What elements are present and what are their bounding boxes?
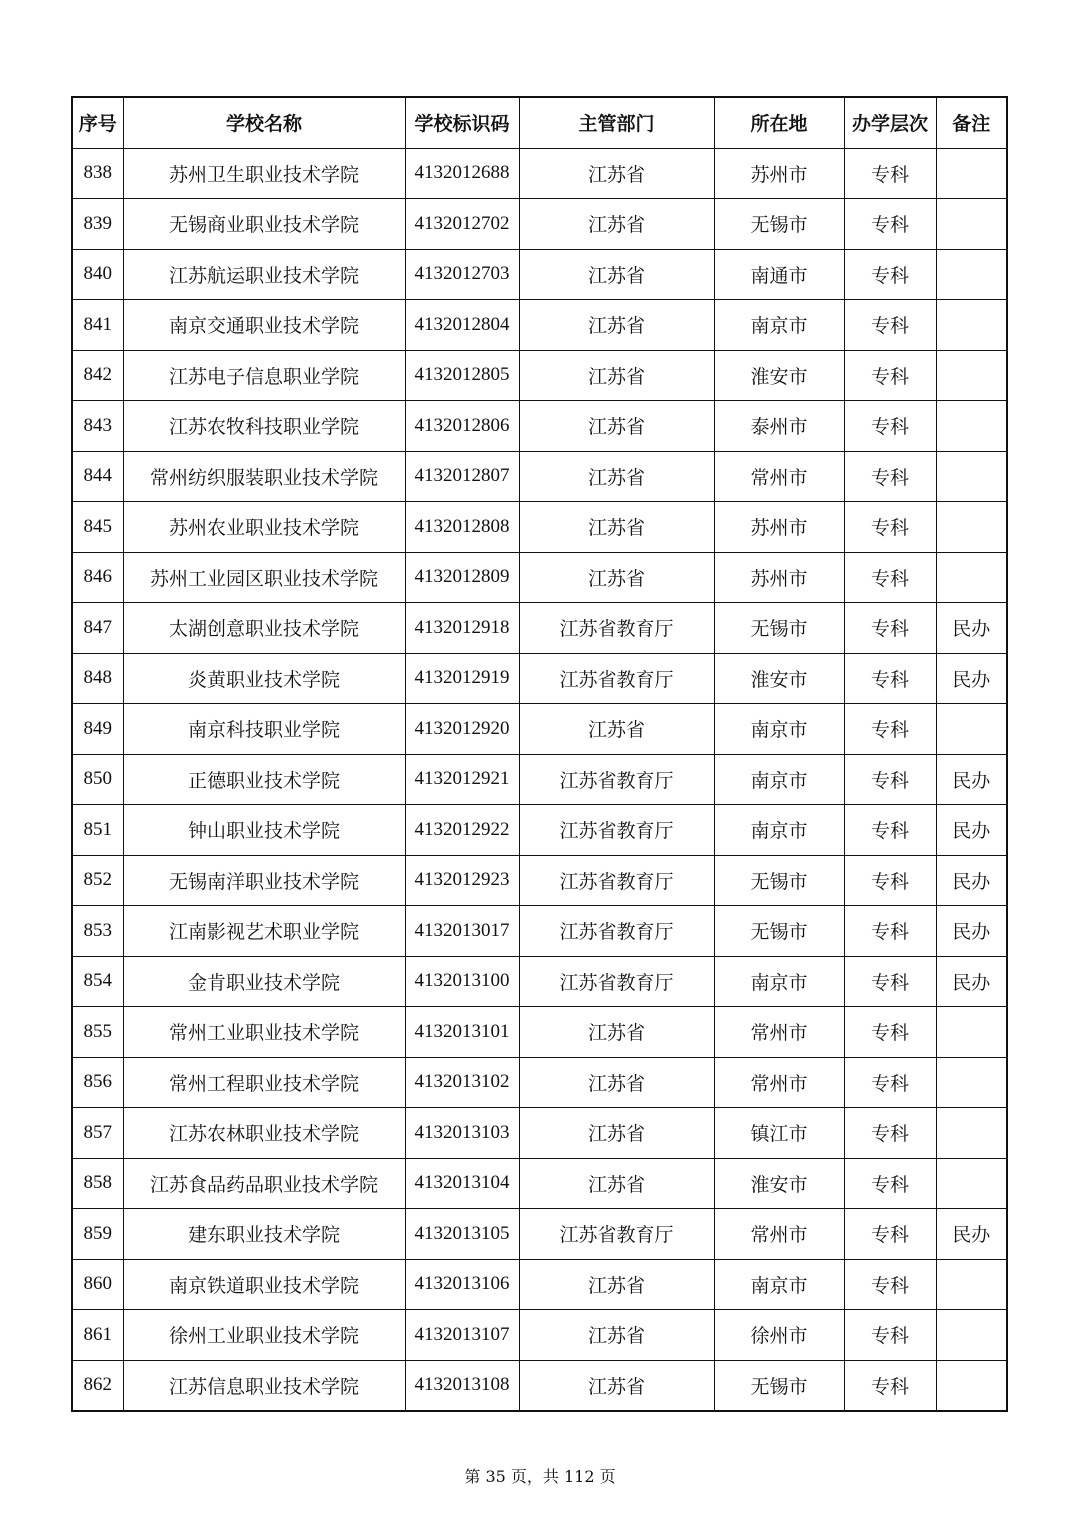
cell-index: 861 [72,1310,123,1361]
cell-level: 专科 [844,552,936,603]
cell-school-name: 常州工业职业技术学院 [123,1007,405,1058]
cell-note: 民办 [936,603,1007,654]
table-row [72,401,1007,452]
cell-location: 常州市 [714,1007,844,1058]
cell-department: 江苏省教育厅 [519,603,714,654]
table-row [72,855,1007,906]
table-row [72,1057,1007,1108]
cell-school-name: 太湖创意职业技术学院 [123,603,405,654]
cell-level: 专科 [844,148,936,199]
cell-note: 民办 [936,653,1007,704]
cell-note [936,1108,1007,1159]
cell-location: 常州市 [714,451,844,502]
table-row [72,1007,1007,1058]
cell-index: 840 [72,249,123,300]
cell-level: 专科 [844,1108,936,1159]
cell-index: 860 [72,1259,123,1310]
cell-school-name: 江苏食品药品职业技术学院 [123,1158,405,1209]
header-code: 学校标识码 [405,97,519,148]
cell-school-code: 4132012921 [405,754,519,805]
cell-level: 专科 [844,956,936,1007]
cell-index: 845 [72,502,123,553]
cell-department: 江苏省 [519,350,714,401]
cell-note [936,350,1007,401]
table-row [72,249,1007,300]
cell-department: 江苏省 [519,148,714,199]
cell-index: 850 [72,754,123,805]
cell-level: 专科 [844,1209,936,1260]
cell-school-code: 4132013102 [405,1057,519,1108]
cell-department: 江苏省 [519,552,714,603]
table-row [72,956,1007,1007]
table-row [72,300,1007,351]
table-row [72,906,1007,957]
cell-department: 江苏省 [519,1057,714,1108]
cell-school-name: 江南影视艺术职业学院 [123,906,405,957]
cell-department: 江苏省教育厅 [519,855,714,906]
cell-department: 江苏省 [519,1259,714,1310]
cell-index: 841 [72,300,123,351]
cell-school-code: 4132012688 [405,148,519,199]
cell-note: 民办 [936,754,1007,805]
cell-index: 862 [72,1360,123,1411]
cell-location: 无锡市 [714,603,844,654]
cell-school-name: 钟山职业技术学院 [123,805,405,856]
cell-school-name: 南京科技职业学院 [123,704,405,755]
cell-school-code: 4132012920 [405,704,519,755]
cell-school-code: 4132012702 [405,199,519,250]
cell-school-code: 4132013017 [405,906,519,957]
cell-school-name: 炎黄职业技术学院 [123,653,405,704]
cell-note [936,552,1007,603]
cell-department: 江苏省教育厅 [519,805,714,856]
table-row [72,350,1007,401]
schools-table [71,96,1008,1412]
table-row [72,704,1007,755]
cell-index: 842 [72,350,123,401]
cell-department: 江苏省 [519,1108,714,1159]
cell-school-name: 无锡南洋职业技术学院 [123,855,405,906]
cell-index: 851 [72,805,123,856]
cell-location: 南通市 [714,249,844,300]
table-row [72,754,1007,805]
cell-location: 苏州市 [714,502,844,553]
cell-school-name: 江苏电子信息职业学院 [123,350,405,401]
cell-index: 856 [72,1057,123,1108]
cell-department: 江苏省 [519,1310,714,1361]
cell-school-name: 常州纺织服装职业技术学院 [123,451,405,502]
cell-location: 常州市 [714,1209,844,1260]
table-row [72,199,1007,250]
cell-note: 民办 [936,1209,1007,1260]
cell-department: 江苏省 [519,704,714,755]
cell-index: 855 [72,1007,123,1058]
cell-school-code: 4132013107 [405,1310,519,1361]
cell-school-code: 4132012809 [405,552,519,603]
cell-level: 专科 [844,805,936,856]
cell-level: 专科 [844,1158,936,1209]
cell-school-name: 金肯职业技术学院 [123,956,405,1007]
cell-note [936,1057,1007,1108]
cell-school-name: 苏州卫生职业技术学院 [123,148,405,199]
cell-school-code: 4132013106 [405,1259,519,1310]
cell-level: 专科 [844,502,936,553]
cell-school-name: 苏州农业职业技术学院 [123,502,405,553]
cell-index: 852 [72,855,123,906]
cell-index: 859 [72,1209,123,1260]
cell-location: 南京市 [714,956,844,1007]
cell-level: 专科 [844,199,936,250]
cell-school-code: 4132013104 [405,1158,519,1209]
cell-location: 无锡市 [714,199,844,250]
cell-note [936,1310,1007,1361]
cell-level: 专科 [844,754,936,805]
cell-school-code: 4132012806 [405,401,519,452]
cell-location: 徐州市 [714,1310,844,1361]
cell-department: 江苏省教育厅 [519,653,714,704]
cell-department: 江苏省 [519,401,714,452]
cell-note: 民办 [936,906,1007,957]
cell-index: 843 [72,401,123,452]
cell-level: 专科 [844,704,936,755]
cell-note [936,1158,1007,1209]
page-footer: 第 35 页，共 112 页 [464,1467,616,1486]
table-row [72,502,1007,553]
cell-school-name: 南京交通职业技术学院 [123,300,405,351]
cell-school-code: 4132013103 [405,1108,519,1159]
cell-school-name: 正德职业技术学院 [123,754,405,805]
cell-department: 江苏省 [519,300,714,351]
table-row [72,1108,1007,1159]
cell-location: 无锡市 [714,906,844,957]
cell-school-code: 4132012805 [405,350,519,401]
cell-index: 857 [72,1108,123,1159]
cell-school-code: 4132013108 [405,1360,519,1411]
cell-school-name: 徐州工业职业技术学院 [123,1310,405,1361]
cell-level: 专科 [844,350,936,401]
cell-note [936,1007,1007,1058]
cell-department: 江苏省 [519,1007,714,1058]
cell-department: 江苏省 [519,451,714,502]
cell-school-name: 江苏航运职业技术学院 [123,249,405,300]
cell-location: 常州市 [714,1057,844,1108]
cell-note [936,1360,1007,1411]
header-location: 所在地 [714,97,844,148]
cell-note: 民办 [936,855,1007,906]
cell-location: 南京市 [714,300,844,351]
cell-school-code: 4132012918 [405,603,519,654]
cell-location: 镇江市 [714,1108,844,1159]
table-row [72,1158,1007,1209]
cell-index: 854 [72,956,123,1007]
cell-school-code: 4132012804 [405,300,519,351]
cell-department: 江苏省教育厅 [519,906,714,957]
cell-school-name: 无锡商业职业技术学院 [123,199,405,250]
cell-level: 专科 [844,249,936,300]
cell-note [936,451,1007,502]
cell-index: 838 [72,148,123,199]
cell-school-name: 常州工程职业技术学院 [123,1057,405,1108]
cell-school-name: 建东职业技术学院 [123,1209,405,1260]
table-row [72,1209,1007,1260]
header-level: 办学层次 [844,97,936,148]
table-row [72,1310,1007,1361]
cell-note [936,401,1007,452]
cell-school-code: 4132012703 [405,249,519,300]
cell-location: 南京市 [714,805,844,856]
cell-index: 853 [72,906,123,957]
cell-location: 无锡市 [714,1360,844,1411]
cell-location: 苏州市 [714,552,844,603]
table-header-row [72,97,1007,148]
cell-index: 849 [72,704,123,755]
cell-department: 江苏省 [519,502,714,553]
cell-note [936,148,1007,199]
cell-department: 江苏省 [519,249,714,300]
cell-level: 专科 [844,300,936,351]
cell-location: 淮安市 [714,1158,844,1209]
cell-department: 江苏省教育厅 [519,754,714,805]
cell-level: 专科 [844,1007,936,1058]
cell-note: 民办 [936,956,1007,1007]
cell-location: 苏州市 [714,148,844,199]
cell-level: 专科 [844,1259,936,1310]
cell-index: 844 [72,451,123,502]
cell-note [936,300,1007,351]
cell-school-name: 江苏农林职业技术学院 [123,1108,405,1159]
cell-level: 专科 [844,1360,936,1411]
header-dept: 主管部门 [519,97,714,148]
cell-location: 无锡市 [714,855,844,906]
cell-school-code: 4132012922 [405,805,519,856]
cell-level: 专科 [844,603,936,654]
cell-department: 江苏省 [519,199,714,250]
cell-location: 淮安市 [714,653,844,704]
cell-note [936,199,1007,250]
cell-index: 846 [72,552,123,603]
cell-school-code: 4132013100 [405,956,519,1007]
cell-index: 847 [72,603,123,654]
cell-index: 858 [72,1158,123,1209]
cell-school-name: 江苏信息职业技术学院 [123,1360,405,1411]
cell-department: 江苏省教育厅 [519,1209,714,1260]
cell-location: 泰州市 [714,401,844,452]
cell-level: 专科 [844,1310,936,1361]
cell-note: 民办 [936,805,1007,856]
table-row [72,1360,1007,1411]
cell-level: 专科 [844,855,936,906]
cell-note [936,249,1007,300]
cell-level: 专科 [844,1057,936,1108]
header-index: 序号 [72,97,123,148]
table-row [72,451,1007,502]
cell-school-name: 南京铁道职业技术学院 [123,1259,405,1310]
header-note: 备注 [936,97,1007,148]
cell-note [936,704,1007,755]
cell-department: 江苏省教育厅 [519,956,714,1007]
cell-school-code: 4132013105 [405,1209,519,1260]
header-name: 学校名称 [123,97,405,148]
table-body [72,148,1007,1411]
cell-location: 南京市 [714,754,844,805]
cell-department: 江苏省 [519,1158,714,1209]
cell-level: 专科 [844,401,936,452]
cell-index: 839 [72,199,123,250]
cell-level: 专科 [844,451,936,502]
table-row [72,603,1007,654]
table-row [72,1259,1007,1310]
table-row [72,653,1007,704]
cell-school-code: 4132012919 [405,653,519,704]
table-row [72,552,1007,603]
cell-location: 淮安市 [714,350,844,401]
table-row [72,148,1007,199]
cell-school-code: 4132013101 [405,1007,519,1058]
cell-note [936,502,1007,553]
cell-school-name: 苏州工业园区职业技术学院 [123,552,405,603]
cell-school-code: 4132012808 [405,502,519,553]
cell-level: 专科 [844,906,936,957]
cell-note [936,1259,1007,1310]
cell-location: 南京市 [714,704,844,755]
cell-department: 江苏省 [519,1360,714,1411]
cell-school-code: 4132012807 [405,451,519,502]
cell-location: 南京市 [714,1259,844,1310]
table-row [72,805,1007,856]
cell-index: 848 [72,653,123,704]
cell-school-code: 4132012923 [405,855,519,906]
cell-level: 专科 [844,653,936,704]
cell-school-name: 江苏农牧科技职业学院 [123,401,405,452]
